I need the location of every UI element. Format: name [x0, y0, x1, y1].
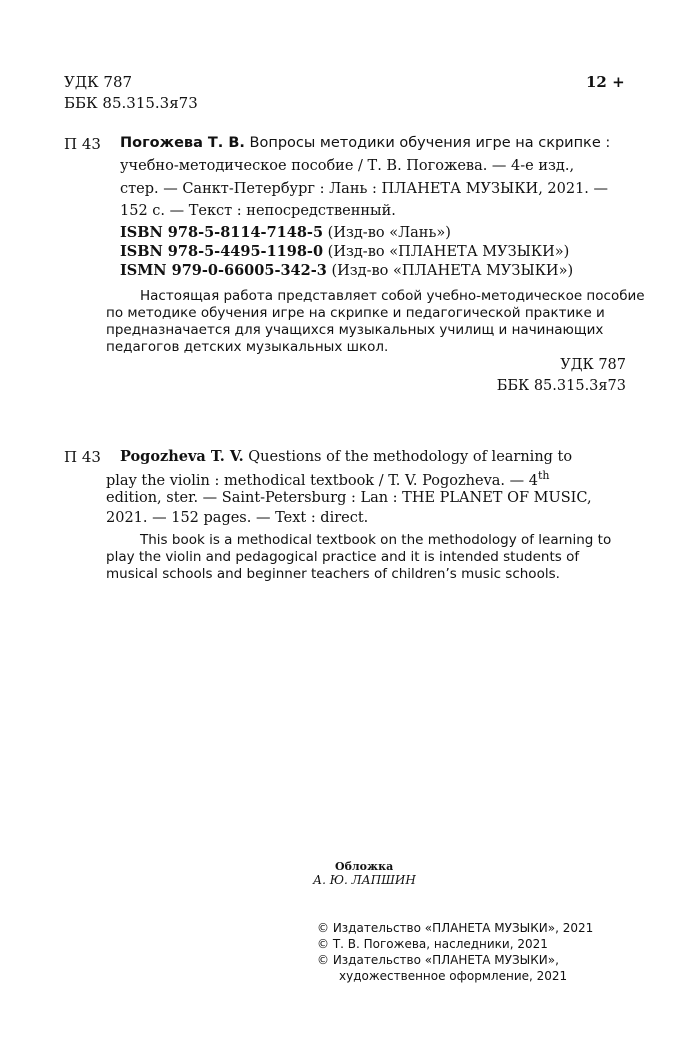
- ru-abstract-line: по методике обучения игре на скрипке и педагогической практике и: [106, 305, 605, 321]
- copyright-block: [317, 920, 593, 984]
- ru-record-title-line: [120, 135, 610, 151]
- copyright-line: © Т. В. Погожева, наследники, 2021: [317, 937, 548, 951]
- ru-record-line4: 152 с. — Текст : непосредственный.: [120, 203, 396, 219]
- en-abstract-line: play the violin and pedagogical practice and it is intended students of: [106, 549, 580, 565]
- ru-abstract-line: Настоящая работа представляет собой учебно-методическое пособие: [140, 288, 645, 304]
- isbn-line-2: [120, 243, 569, 260]
- ismn-label: ISMN 979-0-66005-342-3: [120, 262, 327, 279]
- age-rating: 12 +: [586, 73, 625, 91]
- en-record-title-line: [120, 448, 572, 465]
- copyright-line: художественное оформление, 2021: [339, 969, 568, 983]
- en-line2-superscript: th: [537, 469, 550, 482]
- en-record-line2: [106, 469, 550, 489]
- ru-title: Вопросы методики обучения игре на скрипке :: [244, 135, 611, 151]
- ru-bbk: ББК 85.315.3я73: [496, 378, 626, 394]
- ismn-publisher: (Изд-во «ПЛАНЕТА МУЗЫКИ»): [326, 263, 574, 279]
- en-line2-text: play the violin : methodical textbook / T. V. Pogozheva. — 4: [106, 472, 538, 489]
- isbn-label: ISBN 978-5-4495-1198-0: [120, 243, 324, 260]
- ru-udk: УДК 787: [560, 357, 626, 373]
- en-abstract-line: This book is a methodical textbook on the methodology of learning to: [140, 532, 612, 548]
- ru-record-line2: учебно-методическое пособие / Т. В. Погожева. — 4-е изд.,: [120, 158, 575, 174]
- isbn-line-1: [120, 224, 451, 241]
- ru-record-line3: стер. — Санкт-Петербург : Лань : ПЛАНЕТА МУЗЫКИ, 2021. —: [120, 181, 609, 197]
- en-author: Pogozheva T. V.: [120, 448, 244, 465]
- ismn-line: [120, 262, 573, 279]
- ru-author: Погожева Т. В.: [120, 135, 245, 151]
- udk-header: УДК 787: [64, 73, 133, 91]
- ru-abstract-line: предназначается для учащихся музыкальных училищ и начинающих: [106, 322, 604, 338]
- en-title: Questions of the methodology of learning to: [243, 449, 573, 465]
- cover-label: Обложка: [335, 860, 394, 873]
- en-record-line3: edition, ster. — Saint-Petersburg : Lan : THE PLANET OF MUSIC,: [106, 490, 592, 506]
- en-record-line4: 2021. — 152 pages. — Text : direct.: [106, 510, 369, 526]
- isbn-publisher: (Изд-во «ПЛАНЕТА МУЗЫКИ»): [323, 244, 570, 260]
- ru-abstract: [106, 288, 645, 356]
- copyright-line: © Издательство «ПЛАНЕТА МУЗЫКИ»,: [317, 953, 559, 967]
- isbn-publisher: (Изд-во «Лань»): [323, 225, 451, 241]
- en-record-code: П 43: [64, 448, 101, 466]
- copyright-line: © Издательство «ПЛАНЕТА МУЗЫКИ», 2021: [317, 921, 594, 935]
- en-abstract: [106, 532, 628, 583]
- bbk-header: ББК 85.315.3я73: [64, 94, 198, 112]
- ru-record-code: П 43: [64, 135, 101, 153]
- cover-artist: А. Ю. ЛАПШИН: [313, 873, 416, 887]
- isbn-label: ISBN 978-5-8114-7148-5: [120, 224, 324, 241]
- ru-abstract-line: педагогов детских музыкальных школ.: [106, 339, 389, 355]
- en-abstract-line: musical schools and beginner teachers of children’s music schools.: [106, 566, 560, 582]
